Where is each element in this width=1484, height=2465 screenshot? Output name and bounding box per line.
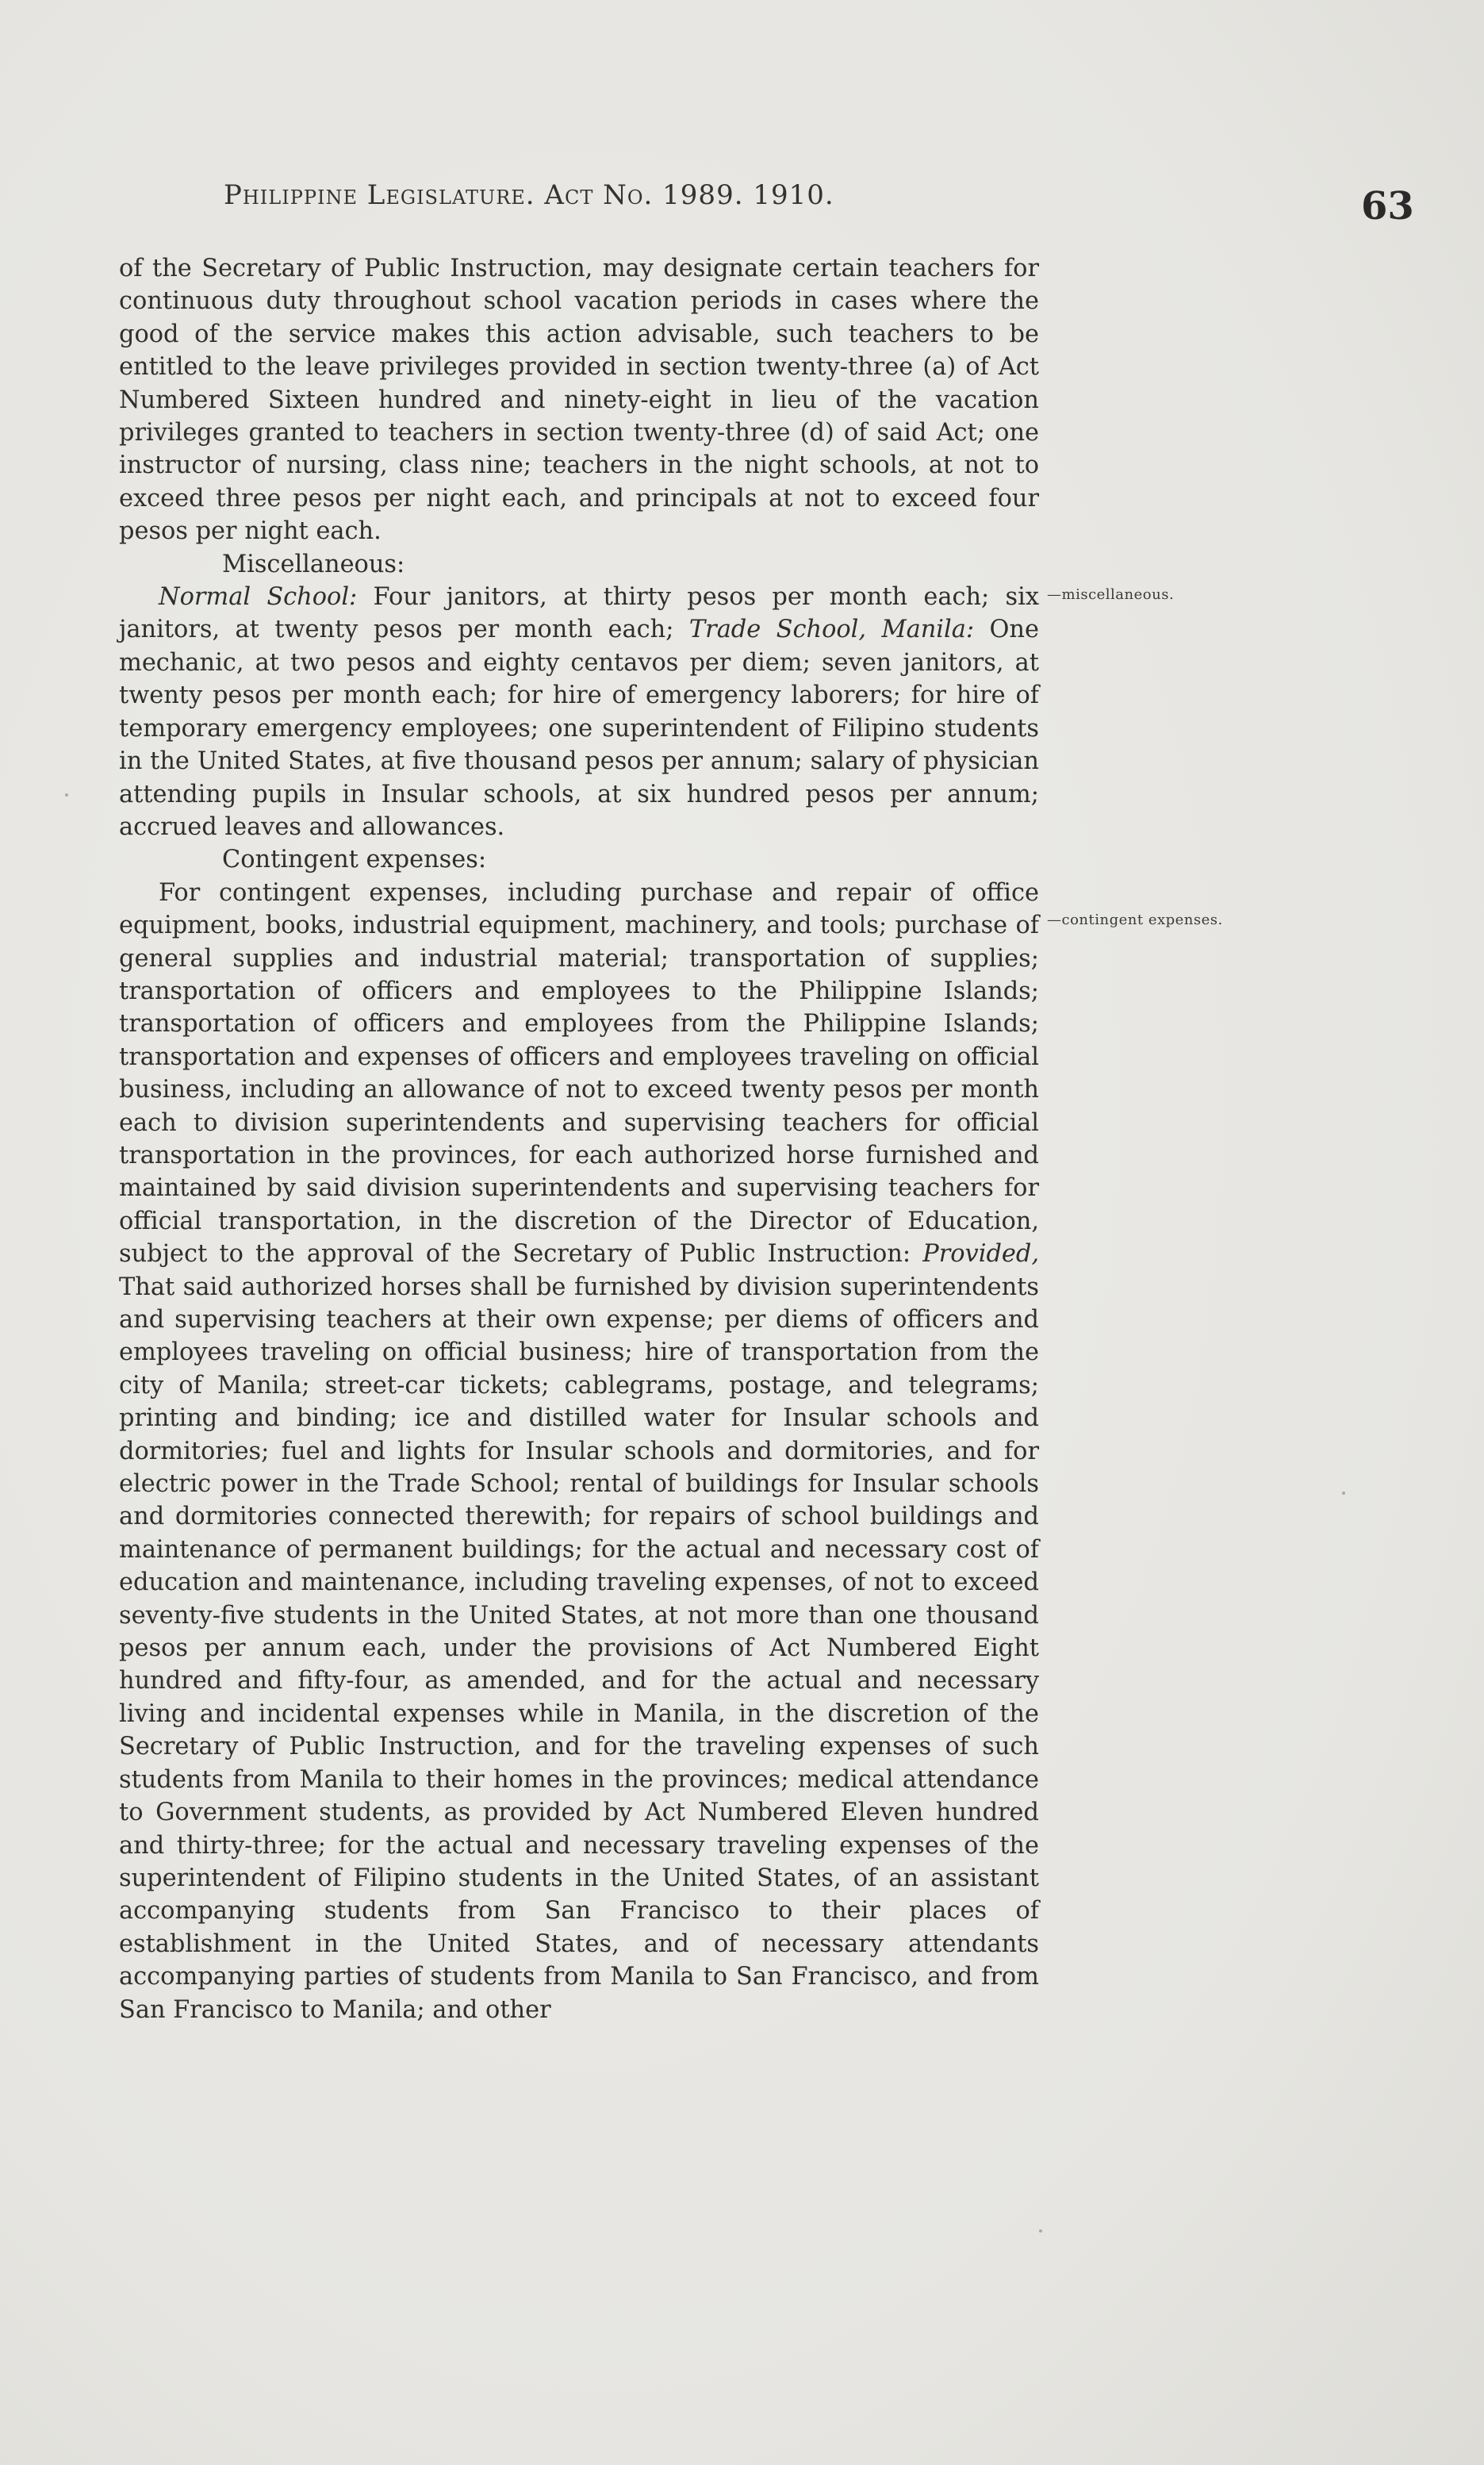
contingent-text-b: That said authorized horses shall be furnished by division superintendents and supervising teachers at their own expense; per diems of officers and employees traveling on official business; hire of transportation from the city of Manila; street-car tickets; cablegrams, postage, and telegrams; printing and binding; ice and distilled water for Insular schools and dormitories; fuel and lights for Insular schools and dormitories, and for electric power in the Trade School; rental of buildings for Insular schools and dormitories connected therewith; for repairs of school buildings and maintenance of permanent buildings; for the actual and necessary cost of education and maintenance, including traveling expenses, of not to exceed seventy-five students in the United States, at not more than one thousand pesos per annum each, under the provisions of Act Numbered Eight hundred and fifty-four, as amended, and for the actual and necessary living and incidental expenses while in Manila, in the discretion of the Secretary of Public Instruction, and for the traveling expenses of such students from Manila to their homes in the provinces; medical attendance to Government students, as provided by Act Numbered Eleven hundred and thirty-three; for the actual and necessary traveling expenses of the superintendent of Filipino students in the United States, of an assistant accompanying students from San Francisco to their places of establishment in the United States, and of necessary attendants accompanying parties of students from Manila to San Francisco, and from San Francisco to Manila; and other [119, 1273, 1039, 2024]
page-number: 63 [1361, 184, 1414, 228]
paragraph-continuation: of the Secretary of Public Instruction, may designate certain teachers for continuous duty throughout school vacation periods in cases where the good of the service makes this action advisable, such teachers to be entitled to the leave privileges provided in section twenty-three (a) of Act Numbered Sixteen hundred and ninety-eight in lieu of the vacation privileges granted to teachers in section twenty-three (d) of said Act; one instructor of nursing, class nine; teachers in the night schools, at not to exceed three pesos per night each, and principals at not to exceed four pesos per night each. [119, 255, 1039, 546]
paper-speck [65, 793, 68, 797]
paragraph-contingent [119, 877, 1039, 2026]
paragraph-miscellaneous [119, 581, 1039, 843]
paper-speck [1342, 1492, 1345, 1495]
heading-miscellaneous: Miscellaneous: [222, 550, 405, 578]
provided-label: Provided, [922, 1240, 1039, 1269]
heading-contingent: Contingent expenses: [222, 846, 487, 874]
trade-school-text: One mechanic, at two pesos and eighty centavos per diem; seven janitors, at twenty pesos per month each; for hire of emergency laborers; for hire of temporary emergency employees; one superintendent of Filipino students in the United States, at five thousand pesos per annum; salary of physician attending pupils in Insular schools, at six hundred pesos per annum; accrued leaves and allowances. [119, 616, 1039, 841]
paper-speck [1039, 2229, 1042, 2233]
margin-note-contingent: —contingent expenses. [1047, 912, 1223, 928]
body-text [119, 252, 1039, 2026]
running-header: Philippine Legislature. Act No. 1989. 1910. [224, 179, 834, 211]
normal-school-text: Four janitors, at thirty pesos per month each; six janitors, at twenty pesos per month each; [119, 583, 1039, 644]
contingent-text-a: For contingent expenses, including purchase and repair of office equipment, books, industrial equipment, machinery, and tools; purchase of general supplies and industrial material; transportation of supplies; transportation of officers and employees to the Philippine Islands; transportation of officers and employees from the Philippine Islands; transportation and expenses of officers and employees traveling on official business, including an allowance of not to exceed twenty pesos per month each to division superintendents and supervising teachers for official transportation in the provinces, for each authorized horse furnished and maintained by said division superintendents and supervising teachers for official transportation, in the discretion of the Director of Education, subject to the approval of the Secretary of Public Instruction: [119, 878, 1039, 1269]
normal-school-label: Normal School: [159, 583, 358, 612]
trade-school-label: Trade School, Manila: [688, 616, 975, 644]
margin-note-miscellaneous: —miscellaneous. [1047, 586, 1175, 603]
